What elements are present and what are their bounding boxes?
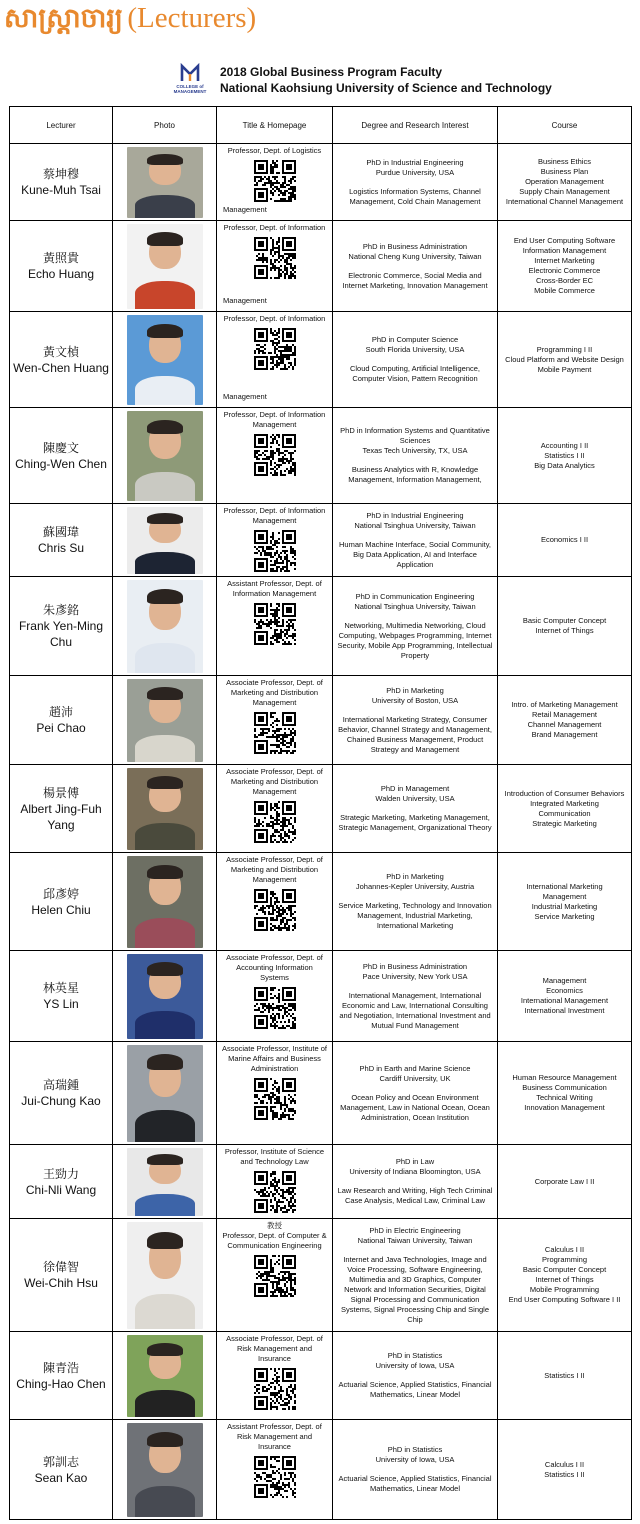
- research-interest-text: Electronic Commerce, Social Media and Internet Marketing, Innovation Management: [342, 270, 488, 290]
- course-cell: [498, 676, 632, 765]
- lecturer-name-english: Wen-Chen Huang: [13, 360, 109, 375]
- lecturer-photo: [127, 147, 203, 218]
- table-row: [10, 504, 632, 577]
- table-row: [10, 577, 632, 676]
- lecturer-name-chinese: 徐偉智: [42, 1260, 79, 1274]
- lecturer-name-chinese: 朱彥銘: [42, 603, 79, 617]
- title-cell: [217, 221, 333, 312]
- degree-text: PhD in Business Administration: [362, 961, 468, 971]
- title-cell: [217, 1332, 333, 1420]
- title-cell: [217, 765, 333, 853]
- lecturer-name-english: Ching-Wen Chen: [15, 456, 107, 471]
- lecturer-name-chinese: 蔡坤穆: [42, 167, 79, 181]
- degree-text: PhD in Information Systems and Quantitative Sciences: [340, 426, 490, 445]
- homepage-qr-code[interactable]: [254, 889, 296, 931]
- photo-cell: [113, 577, 217, 676]
- degree-text: PhD in Earth and Marine Science: [359, 1063, 471, 1073]
- lecturer-title: Associate Professor, Dept. of Marketing and Distribution Management: [226, 767, 323, 796]
- table-row: [10, 1042, 632, 1145]
- course-list: Statistics I II: [544, 1370, 585, 1380]
- table-row: [10, 1332, 632, 1420]
- photo-cell: [113, 1420, 217, 1520]
- lecturer-name-english: Kune-Muh Tsai: [21, 183, 101, 197]
- degree-cell: [333, 577, 498, 676]
- photo-cell: [113, 144, 217, 221]
- degree-text: PhD in Marketing: [386, 872, 444, 881]
- homepage-qr-code[interactable]: [254, 328, 296, 370]
- research-interest-text: Actuarial Science, Applied Statistics, Financial Mathematics, Linear Model: [338, 1380, 492, 1399]
- homepage-qr-code[interactable]: [254, 160, 296, 202]
- course-cell: [498, 312, 632, 408]
- table-row: [10, 408, 632, 504]
- photo-cell: [113, 853, 217, 951]
- table-row: [10, 1420, 632, 1520]
- lecturer-title: Associate Professor, Dept. of Accounting Information Systems: [226, 953, 323, 982]
- table-row: [10, 765, 632, 853]
- course-list: Economics I II: [540, 535, 589, 544]
- research-interest-text: Law Research and Writing, High Tech Criminal Case Analysis, Medical Law, Criminal Law: [337, 1186, 493, 1205]
- homepage-qr-code[interactable]: [254, 530, 296, 572]
- course-cell: [498, 504, 632, 577]
- lecturer-cell: [10, 408, 113, 504]
- photo-cell: [113, 765, 217, 853]
- lecturer-title: Professor, Dept. of Information Management: [223, 410, 326, 429]
- lecturer-photo: [127, 224, 203, 309]
- lecturer-title: Professor, Dept. of Information: [223, 314, 326, 323]
- degree-cell: [333, 144, 498, 221]
- title-cell: [217, 853, 333, 951]
- research-interest-text: Internet and Java Technologies, Image and Voice Processing, Software Engineering, Multimedia and 3D Graphics, Computer Network and Information Securities, Digital Signal Processing and Communication Systems, Signal Processing Chip and Single Chip: [341, 1254, 489, 1324]
- lecturer-name-chinese: 黃文楨: [42, 344, 79, 359]
- degree-text: PhD in Marketing: [386, 685, 444, 695]
- degree-cell: [333, 1042, 498, 1145]
- homepage-qr-code[interactable]: [254, 603, 296, 645]
- lecturer-photo: [127, 768, 203, 850]
- university-text: Cardiff University, UK: [379, 1073, 451, 1083]
- degree-cell: [333, 676, 498, 765]
- lecturer-cell: [10, 1420, 113, 1520]
- lecturer-photo: [127, 1148, 203, 1216]
- title-cell: [217, 504, 333, 577]
- course-cell: [498, 951, 632, 1042]
- lecturer-title: Assistant Professor, Dept. of Risk Management and Insurance: [227, 1422, 322, 1451]
- lecturer-title-continued: Management: [223, 392, 267, 401]
- title-cell: [217, 1145, 333, 1219]
- course-list: Introduction of Consumer Behaviors Integrated Marketing Communication Strategic Marketing: [504, 788, 625, 828]
- title-cell: [217, 1042, 333, 1145]
- homepage-qr-code[interactable]: [254, 434, 296, 476]
- lecturer-cell: [10, 1219, 113, 1332]
- lecturer-title: Professor, Dept. of Information Management: [223, 506, 326, 525]
- university-text: University of Iowa, USA: [375, 1455, 455, 1464]
- lecturer-title: Professor, Dept. of Logistics: [227, 146, 322, 155]
- university-text: Texas Tech University, TX, USA: [362, 446, 468, 455]
- university-text: Purdue University, USA: [375, 167, 455, 177]
- table-row: [10, 221, 632, 312]
- degree-text: PhD in Management: [380, 784, 450, 793]
- research-interest-text: Networking, Multimedia Networking, Cloud Computing, Webpages Programming, Internet Security, Mobile App Programming, Intellectual Property: [337, 620, 493, 660]
- title-cell: [217, 144, 333, 221]
- homepage-qr-code[interactable]: [254, 1078, 296, 1120]
- degree-cell: [333, 1332, 498, 1420]
- degree-cell: [333, 1420, 498, 1520]
- course-list: Management Economics International Management International Investment: [520, 976, 609, 1015]
- research-interest-text: Logistics Information Systems, Channel Management, Cold Chain Management: [349, 186, 481, 206]
- lecturer-title: Associate Professor, Dept. of Risk Management and Insurance: [226, 1334, 323, 1363]
- degree-cell: [333, 765, 498, 853]
- lecturer-name-english: Sean Kao: [34, 1470, 88, 1485]
- photo-cell: [113, 1042, 217, 1145]
- course-cell: [498, 221, 632, 312]
- title-cell: [217, 577, 333, 676]
- lecturer-name-english: Chi-Nli Wang: [25, 1182, 97, 1197]
- degree-text: PhD in Law: [395, 1157, 435, 1166]
- degree-text: PhD in Computer Science: [371, 335, 459, 344]
- lecturer-name-chinese: 楊景傅: [42, 785, 79, 800]
- college-logo: [170, 63, 210, 97]
- photo-cell: [113, 504, 217, 577]
- column-header-lecturer: Lecturer: [10, 107, 113, 144]
- lecturer-title: Associate Professor, Dept. of Marketing and Distribution Management: [226, 678, 323, 707]
- lecturer-name-english: Ching-Hao Chen: [16, 1376, 106, 1391]
- homepage-qr-code[interactable]: [254, 237, 296, 279]
- research-interest-text: Cloud Computing, Artificial Intelligence, Computer Vision, Pattern Recognition: [349, 364, 481, 383]
- homepage-qr-code[interactable]: [254, 1171, 296, 1213]
- lecturer-cell: [10, 1145, 113, 1219]
- research-interest-text: Business Analytics with R, Knowledge Management, Information Management,: [348, 465, 482, 484]
- research-interest-text: Actuarial Science, Applied Statistics, Financial Mathematics, Linear Model: [338, 1474, 492, 1493]
- title-cell: [217, 1420, 333, 1520]
- degree-cell: [333, 312, 498, 408]
- course-cell: [498, 765, 632, 853]
- course-cell: [498, 1420, 632, 1520]
- title-cell: [217, 951, 333, 1042]
- course-list: Business Ethics Business Plan Operation Management Supply Chain Management International Channel Management: [505, 157, 624, 206]
- degree-text: PhD in Communication Engineering: [355, 591, 475, 601]
- lecturer-photo: [127, 1045, 203, 1142]
- column-header-photo: Photo: [113, 107, 217, 144]
- university-text: University of Iowa, USA: [375, 1361, 455, 1370]
- lecturer-cell: [10, 504, 113, 577]
- lecturer-name-chinese: 邱彥婷: [42, 886, 79, 901]
- degree-text: PhD in Industrial Engineering: [366, 510, 464, 520]
- lecturer-name-english: YS Lin: [43, 997, 79, 1011]
- table-header-row: [10, 107, 632, 144]
- lecturer-photo: [127, 1423, 203, 1517]
- degree-text: PhD in Industrial Engineering: [366, 157, 464, 167]
- column-header-degree: Degree and Research Interest: [333, 107, 498, 144]
- degree-cell: [333, 221, 498, 312]
- degree-cell: [333, 504, 498, 577]
- lecturer-photo: [127, 954, 203, 1039]
- lecturer-name-english: Jui-Chung Kao: [21, 1094, 101, 1108]
- university-text: South Florida University, USA: [365, 345, 465, 354]
- degree-cell: [333, 408, 498, 504]
- lecturer-title: Professor, Dept. of Information: [223, 223, 326, 232]
- table-row: [10, 1219, 632, 1332]
- table-row: [10, 144, 632, 221]
- lecturer-name-chinese: 郭訓志: [42, 1454, 79, 1469]
- course-cell: [498, 144, 632, 221]
- lecturer-photo: [127, 580, 203, 673]
- research-interest-text: Service Marketing, Technology and Innovation Management, Industrial Marketing, International Marketing: [338, 901, 492, 930]
- course-cell: [498, 1145, 632, 1219]
- research-interest-text: International Management, International Economic and Law, International Consulting and Negotiation, International Investment and Mutual Fund Management: [339, 990, 491, 1030]
- table-row: [10, 676, 632, 765]
- title-cell: [217, 1219, 333, 1332]
- lecturer-title: Professor, Institute of Science and Technology Law: [224, 1147, 325, 1166]
- research-interest-text: International Marketing Strategy, Consumer Behavior, Channel Strategy and Management, Chained Business Management, Product Strategy and Management: [338, 714, 492, 754]
- lecturer-photo: [127, 1335, 203, 1417]
- column-header-title: Title & Homepage: [217, 107, 333, 144]
- lecturer-name-english: Helen Chiu: [31, 902, 91, 917]
- course-list: Human Resource Management Business Communication Technical Writing Innovation Management: [512, 1073, 617, 1112]
- homepage-qr-code[interactable]: [254, 712, 296, 754]
- course-cell: [498, 1219, 632, 1332]
- title-cell: [217, 312, 333, 408]
- university-text: University of Boston, USA: [371, 695, 459, 705]
- degree-cell: [333, 1145, 498, 1219]
- college-logo-caption: COLLEGE of MANAGEMENT: [173, 84, 207, 94]
- lecturer-cell: [10, 312, 113, 408]
- lecturer-cell: [10, 676, 113, 765]
- lecturer-name-english: Frank Yen-Ming Chu: [18, 619, 104, 649]
- photo-cell: [113, 312, 217, 408]
- table-row: [10, 1145, 632, 1219]
- photo-cell: [113, 221, 217, 312]
- lecturer-name-english: Pei Chao: [36, 721, 86, 735]
- university-text: Johannes-Kepler University, Austria: [355, 882, 475, 891]
- homepage-qr-code[interactable]: [254, 801, 296, 843]
- photo-cell: [113, 1219, 217, 1332]
- research-interest-text: Ocean Policy and Ocean Environment Management, Law in National Ocean, Ocean Administration, Ocean Institution: [340, 1092, 490, 1122]
- table-row: [10, 312, 632, 408]
- lecturer-name-chinese: 林英星: [42, 981, 79, 995]
- lecturer-name-chinese: 陳青浩: [42, 1360, 79, 1375]
- lecturer-name-chinese: 趙沛: [48, 705, 73, 719]
- page-title-english: (Lecturers): [127, 2, 257, 34]
- course-cell: [498, 853, 632, 951]
- course-list: Calculus I II Programming Basic Computer Concept Internet of Things Mobile Programming End User Computing Software I II: [508, 1245, 621, 1304]
- page-title: [4, 0, 256, 36]
- college-logo-icon: [180, 63, 200, 83]
- lecturer-cell: [10, 1042, 113, 1145]
- page-title-khmer: សាស្ត្រាចារ្យ: [4, 3, 123, 34]
- lecturer-cell: [10, 765, 113, 853]
- faculty-header-line1: 2018 Global Business Program Faculty: [220, 65, 443, 79]
- lecturer-cell: [10, 221, 113, 312]
- lecturer-title: Assistant Professor, Dept. of Information Management: [227, 579, 322, 598]
- university-text: Walden University, USA: [375, 794, 455, 803]
- degree-cell: [333, 951, 498, 1042]
- degree-cell: [333, 853, 498, 951]
- lecturer-photo: [127, 411, 203, 501]
- lecturer-name-english: Albert Jing-Fuh Yang: [20, 801, 102, 832]
- lecturer-cell: [10, 144, 113, 221]
- university-text: University of Indiana Bloomington, USA: [349, 1167, 481, 1176]
- course-list: End User Computing Software Information Management Internet Marketing Electronic Commerce Cross-Border EC Mobile Commerce: [513, 236, 616, 295]
- title-cell: [217, 676, 333, 765]
- degree-cell: [333, 1219, 498, 1332]
- course-list: International Marketing Management Industrial Marketing Service Marketing: [526, 881, 603, 921]
- lecturer-title: Associate Professor, Dept. of Marketing and Distribution Management: [226, 855, 323, 884]
- degree-text: PhD in Statistics: [387, 1351, 443, 1360]
- lecturer-name-english: Chris Su: [37, 541, 84, 555]
- homepage-qr-code[interactable]: [254, 987, 296, 1029]
- homepage-qr-code[interactable]: [254, 1368, 296, 1410]
- lecturer-name-chinese: 陳慶文: [42, 440, 79, 455]
- photo-cell: [113, 1145, 217, 1219]
- course-cell: [498, 1332, 632, 1420]
- lecturer-name-english: Echo Huang: [27, 267, 95, 281]
- table-row: [10, 853, 632, 951]
- lecturer-cell: [10, 853, 113, 951]
- course-list: Corporate Law I II: [534, 1176, 595, 1186]
- research-interest-text: Strategic Marketing, Marketing Management, Strategic Management, Organizational Theory: [338, 813, 492, 832]
- degree-text: PhD in Electric Engineering: [369, 1225, 461, 1235]
- lecturer-title: Associate Professor, Institute of Marine Affairs and Business Administration: [221, 1044, 328, 1073]
- photo-cell: [113, 951, 217, 1042]
- lecturer-title-continued: Management: [223, 296, 267, 305]
- lecturer-name-chinese: 王勁力: [42, 1166, 79, 1181]
- homepage-qr-code[interactable]: [254, 1255, 296, 1297]
- table-row: [10, 951, 632, 1042]
- degree-text: PhD in Business Administration: [362, 241, 468, 251]
- faculty-header: [220, 64, 552, 96]
- faculty-table: [9, 106, 632, 1520]
- university-text: National Tsinghua University, Taiwan: [354, 601, 476, 611]
- lecturer-photo: [127, 856, 203, 948]
- course-list: Calculus I II Statistics I II: [544, 1459, 585, 1479]
- lecturer-photo: [127, 679, 203, 762]
- course-list: Programming I II Cloud Platform and Website Design Mobile Payment: [505, 344, 624, 374]
- lecturer-title: 教授 Professor, Dept. of Computer & Communication Engineering: [222, 1221, 327, 1250]
- university-text: National Taiwan University, Taiwan: [357, 1235, 473, 1245]
- lecturer-name-chinese: 高瑞鍾: [42, 1078, 79, 1092]
- course-cell: [498, 1042, 632, 1145]
- faculty-header-line2: National Kaohsiung University of Science and Technology: [220, 81, 552, 95]
- lecturer-photo: [127, 1222, 203, 1329]
- course-list: Basic Computer Concept Internet of Things: [522, 616, 607, 635]
- university-text: Pace University, New York USA: [362, 971, 468, 981]
- photo-cell: [113, 408, 217, 504]
- course-list: Accounting I II Statistics I II Big Data Analytics: [534, 440, 595, 470]
- lecturer-title-continued: Management: [223, 205, 267, 214]
- university-text: National Cheng Kung University, Taiwan: [348, 251, 482, 261]
- lecturer-photo: [127, 507, 203, 574]
- photo-cell: [113, 676, 217, 765]
- lecturer-name-english: Wei-Chih Hsu: [24, 1276, 98, 1290]
- course-cell: [498, 408, 632, 504]
- column-header-course: Course: [498, 107, 632, 144]
- photo-cell: [113, 1332, 217, 1420]
- lecturer-cell: [10, 951, 113, 1042]
- research-interest-text: Human Machine Interface, Social Community, Big Data Application, AI and Interface Application: [338, 539, 491, 569]
- title-cell: [217, 408, 333, 504]
- university-text: National Tsinghua University, Taiwan: [354, 520, 476, 530]
- course-cell: [498, 577, 632, 676]
- degree-text: PhD in Statistics: [387, 1445, 443, 1454]
- lecturer-cell: [10, 577, 113, 676]
- lecturer-photo: [127, 315, 203, 405]
- course-list: Intro. of Marketing Management Retail Management Channel Management Brand Management: [511, 700, 618, 739]
- homepage-qr-code[interactable]: [254, 1456, 296, 1498]
- lecturer-name-chinese: 蘇國瑋: [42, 525, 79, 539]
- lecturer-name-chinese: 黃照貴: [42, 251, 79, 265]
- lecturer-cell: [10, 1332, 113, 1420]
